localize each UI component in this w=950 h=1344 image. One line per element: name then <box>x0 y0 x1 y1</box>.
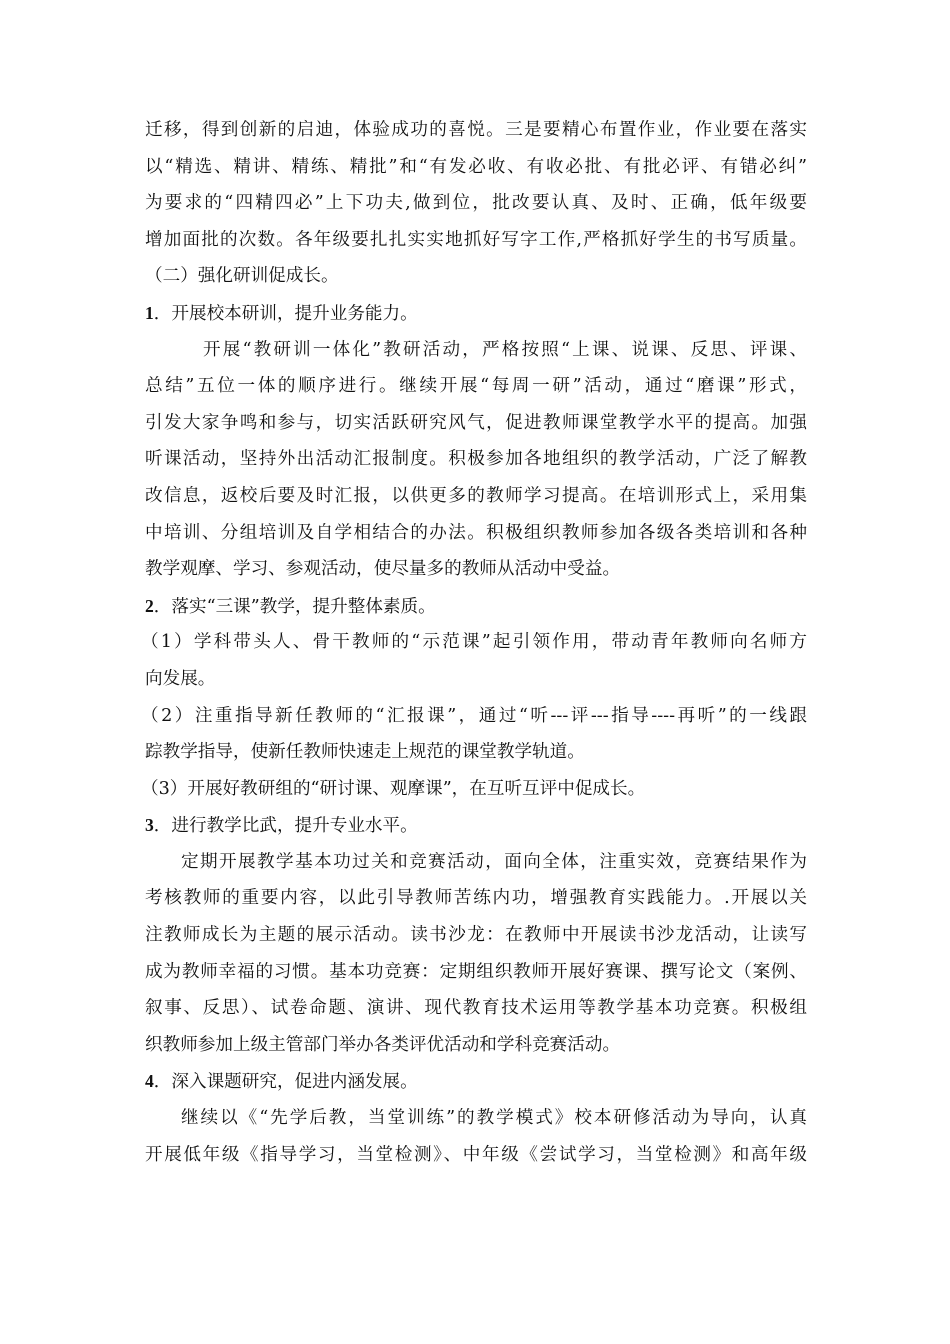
section-heading-text: ．落实“三课”教学，提升整体素质。 <box>153 596 436 617</box>
paragraph-line: 踪教学指导，使新任教师快速走上规范的课堂教学轨道。 <box>145 742 585 763</box>
section-heading <box>145 588 807 625</box>
paragraph-line: （2）注重指导新任教师的“汇报课”，通过“听---评---指导----再听”的一线跟 <box>141 705 807 726</box>
paragraph-line: 以“精选、精讲、精练、精批”和“有发必收、有收必批、有批必评、有错必纠” <box>145 156 807 177</box>
paragraph-line: 为要求的“四精四必”上下功夫,做到位，批改要认真、及时、正确，低年级要 <box>145 193 807 214</box>
paragraph-line: 成为教师幸福的习惯。基本功竞赛：定期组织教师开展好赛课、撰写论文（案例、 <box>145 961 807 982</box>
paragraph-line: 叙事、反思）、试卷命题、演讲、现代教育技术运用等教学基本功竞赛。积极组 <box>145 998 807 1019</box>
section-heading <box>145 1063 807 1100</box>
section-heading <box>145 295 807 332</box>
paragraph-line: 注教师成长为主题的展示活动。读书沙龙：在教师中开展读书沙龙活动，让读写 <box>145 925 807 946</box>
paragraph-line: （3）开展好教研组的“研讨课、观摩课”，在互听互评中促成长。 <box>141 778 646 799</box>
section-heading-text: ．开展校本研训，提升业务能力。 <box>153 303 418 324</box>
paragraph-line: 增加面批的次数。各年级要扎扎实实地抓好写字工作,严格抓好学生的书写质量。 <box>145 229 807 250</box>
section-heading-text: ．深入课题研究，促进内涵发展。 <box>153 1072 418 1093</box>
section-number: 2 <box>145 595 154 616</box>
paragraph-line: 迁移，得到创新的启迪，体验成功的喜悦。三是要精心布置作业，作业要在落实 <box>145 120 807 140</box>
paragraph-line: 教学观摩、学习、参观活动，使尽量多的教师从活动中受益。 <box>145 559 621 580</box>
paragraph-line: 织教师参加上级主管部门举办各类评优活动和学科竞赛活动。 <box>145 1034 621 1055</box>
paragraph-line: （1）学科带头人、骨干教师的“示范课”起引领作用，带动青年教师向名师方 <box>141 632 807 653</box>
paragraph-line: 听课活动，坚持外出活动汇报制度。积极参加各地组织的教学活动，广泛了解教 <box>145 449 807 470</box>
paragraph-line: 开展低年级《指导学习，当堂检测》、中年级《尝试学习，当堂检测》和高年级 <box>145 1144 807 1165</box>
section-heading <box>145 807 807 844</box>
section-number: 3 <box>145 815 154 836</box>
section-number: 1 <box>145 302 154 323</box>
paragraph-line: 改信息，返校后要及时汇报，以供更多的教师学习提高。在培训形式上，采用集 <box>145 485 807 506</box>
paragraph-line: 继续以《“先学后教，当堂训练”的教学模式》校本研修活动为导向，认真 <box>181 1108 807 1129</box>
paragraph-line: 定期开展教学基本功过关和竞赛活动，面向全体，注重实效，竞赛结果作为 <box>181 851 807 872</box>
section-number: 4 <box>145 1071 154 1092</box>
document-page <box>141 112 807 1173</box>
section-heading-text: ．进行教学比武，提升专业水平。 <box>153 816 418 837</box>
paragraph-line: 总结”五位一体的顺序进行。继续开展“每周一研”活动，通过“磨课”形式， <box>145 376 807 397</box>
paragraph-line: （二）强化研训促成长。 <box>145 266 339 287</box>
paragraph-line: 中培训、分组培训及自学相结合的办法。积极组织教师参加各级各类培训和各种 <box>145 522 807 543</box>
paragraph-line: 考核教师的重要内容，以此引导教师苦练内功，增强教育实践能力。.开展以关 <box>145 888 807 909</box>
paragraph-line: 引发大家争鸣和参与，切实活跃研究风气，促进教师课堂教学水平的提高。加强 <box>145 412 807 433</box>
paragraph-line: 向发展。 <box>145 668 216 689</box>
paragraph-line: 开展“教研训一体化”教研活动，严格按照“上课、说课、反思、评课、 <box>203 339 807 360</box>
